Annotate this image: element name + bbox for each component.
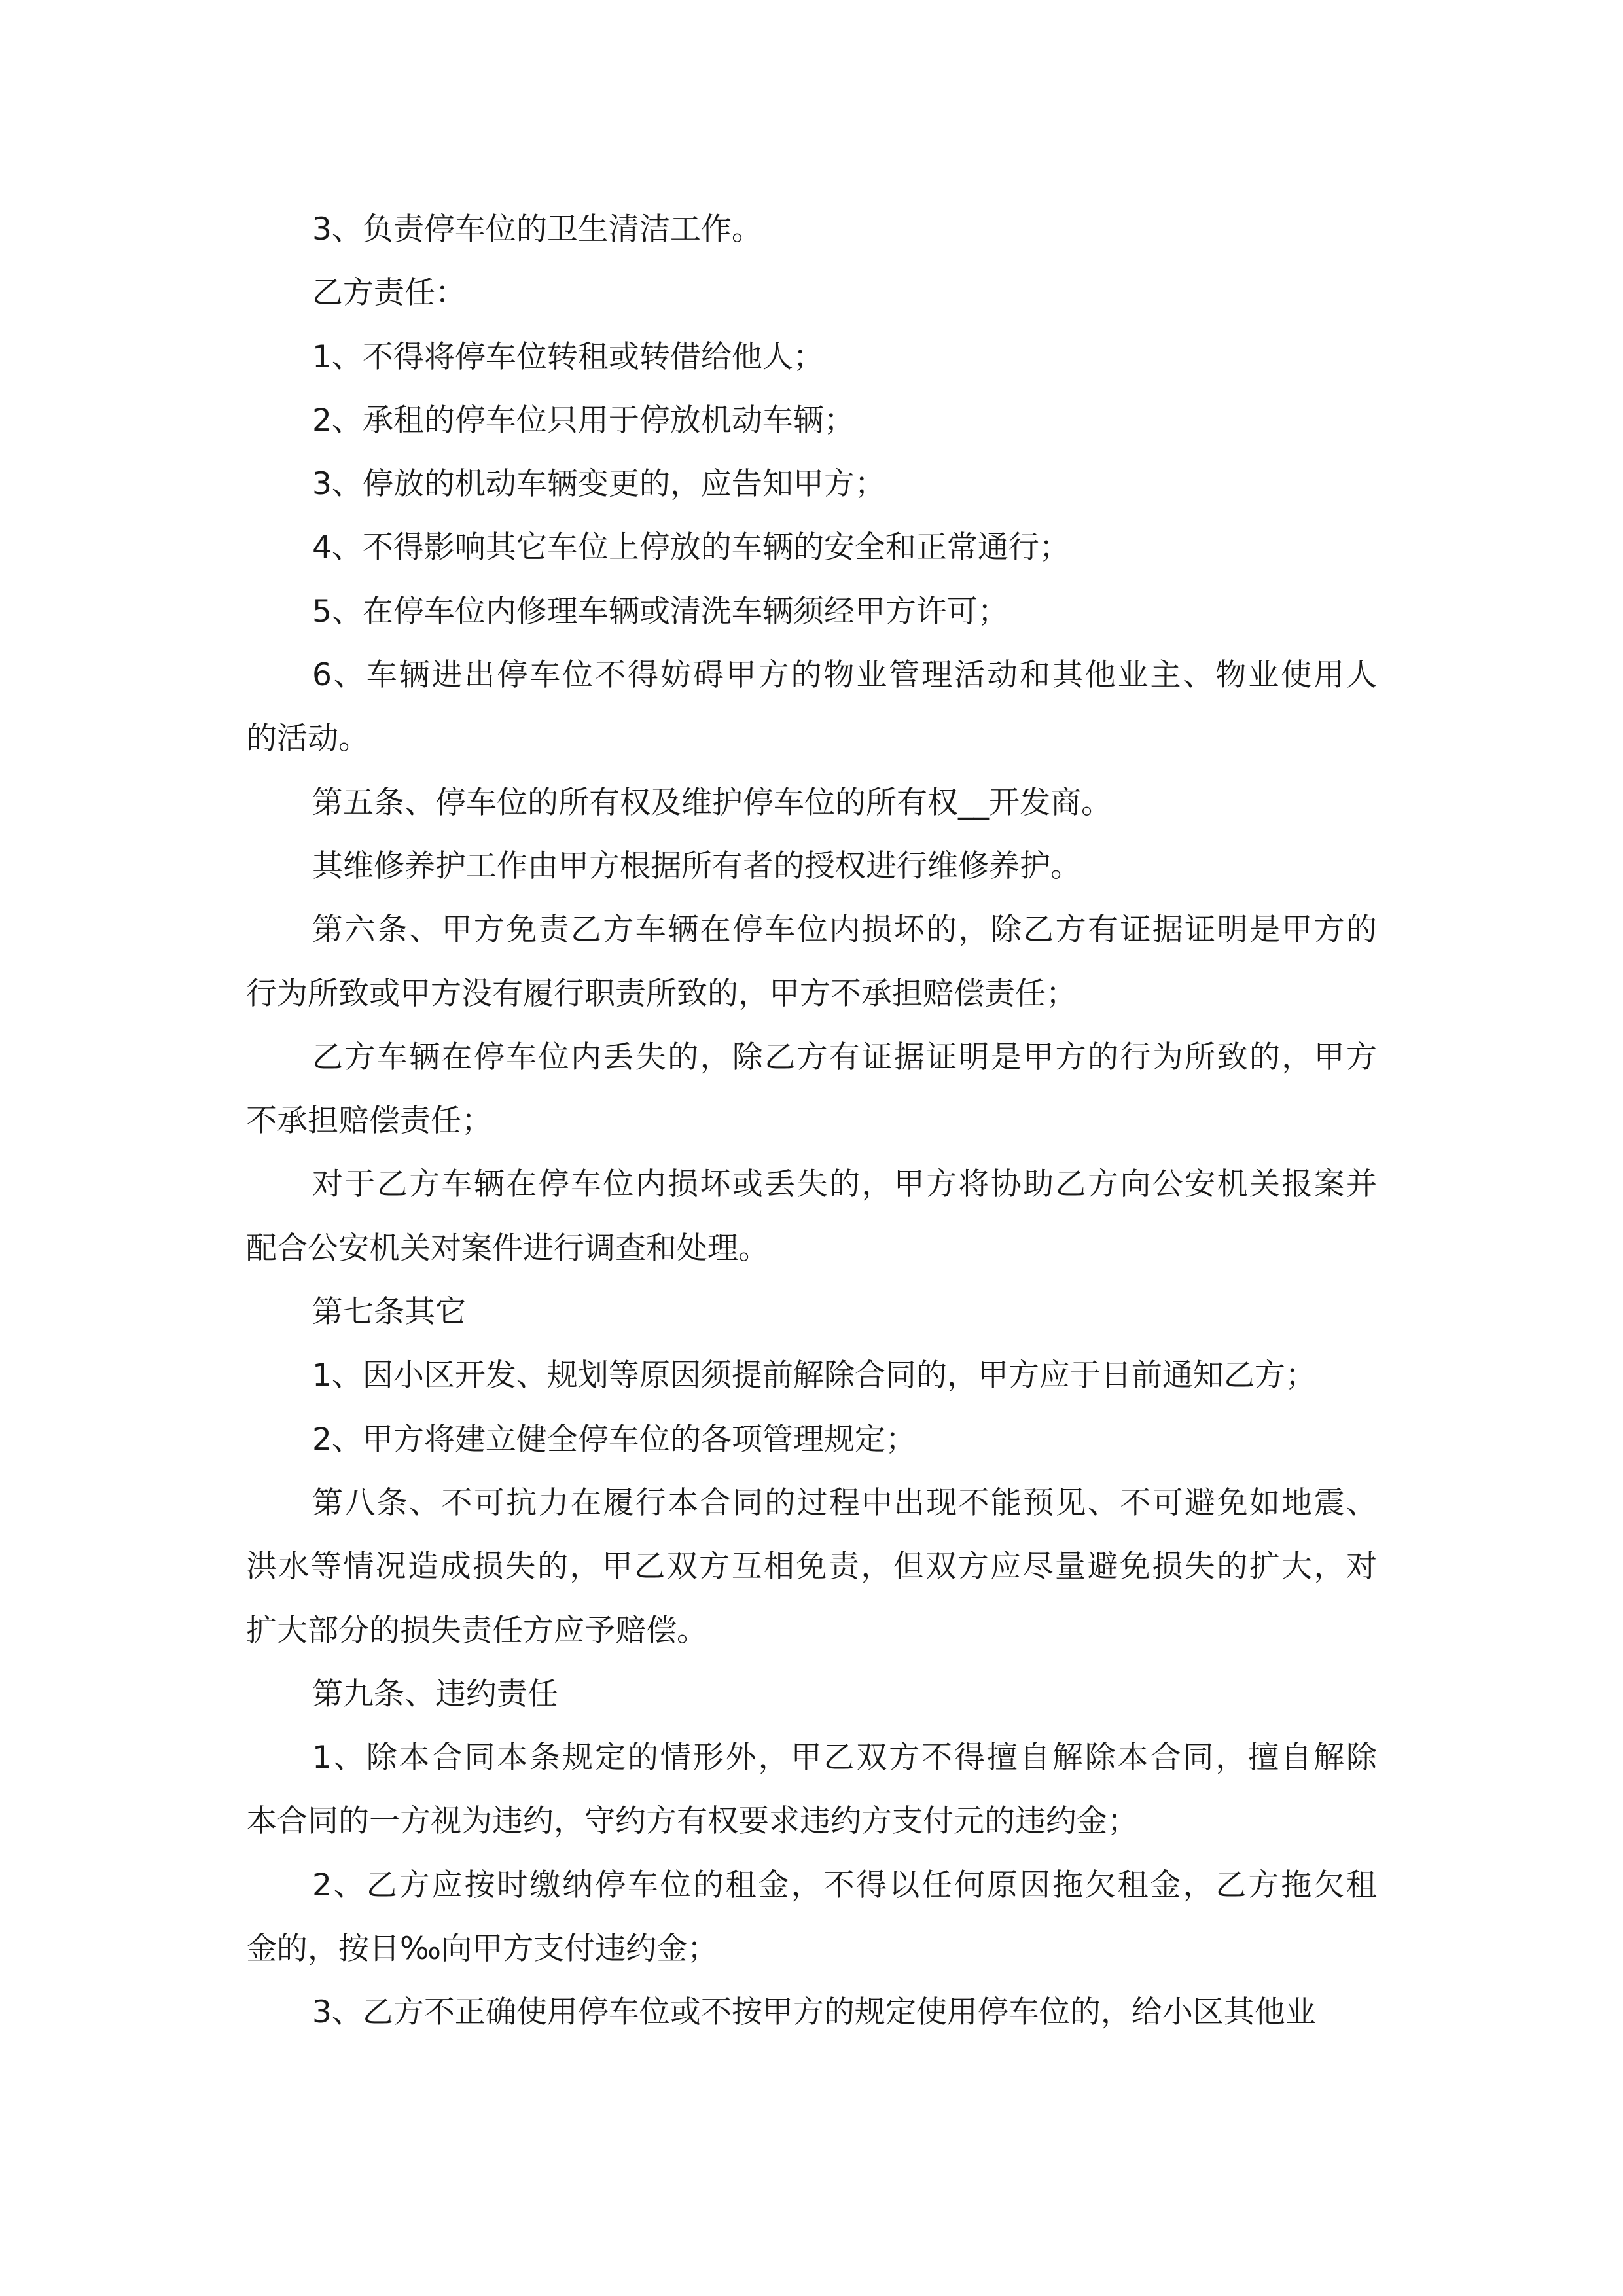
paragraph-line: 乙方车辆在停车位内丢失的，除乙方有证据证明是甲方的行为所致的，甲方 — [312, 1039, 1377, 1075]
paragraph — [246, 452, 1377, 516]
paragraph — [246, 898, 1377, 1026]
paragraph-line: 第七条其它 — [312, 1294, 466, 1331]
paragraph — [246, 1981, 1377, 2044]
paragraph — [246, 1408, 1377, 1471]
paragraph — [246, 1280, 1377, 1344]
paragraph — [246, 1662, 1377, 1726]
paragraph — [246, 1344, 1377, 1407]
paragraph — [246, 261, 1377, 325]
paragraph — [246, 1854, 1377, 1981]
paragraph-line: 第六条、甲方免责乙方车辆在停车位内损坏的，除乙方有证据证明是甲方的 — [312, 912, 1377, 948]
paragraph-line: 对于乙方车辆在停车位内损坏或丢失的，甲方将协助乙方向公安机关报案并 — [312, 1166, 1377, 1203]
paragraph-line: 3、乙方不正确使用停车位或不按甲方的规定使用停车位的，给小区其他业 — [312, 1994, 1316, 2031]
paragraph-line: 的活动。 — [246, 721, 369, 757]
paragraph — [246, 389, 1377, 452]
paragraph-line: 2、乙方应按时缴纳停车位的租金，不得以任何原因拖欠租金，乙方拖欠租 — [312, 1867, 1377, 1903]
contract-body-text — [246, 198, 1377, 2045]
paragraph-line: 6、车辆进出停车位不得妨碍甲方的物业管理活动和其他业主、物业使用人 — [312, 657, 1377, 694]
paragraph-line: 扩大部分的损失责任方应予赔偿。 — [246, 1612, 707, 1649]
paragraph — [246, 580, 1377, 643]
paragraph-line: 乙方责任： — [312, 275, 466, 312]
paragraph — [246, 771, 1377, 834]
paragraph — [246, 325, 1377, 389]
paragraph-line: 5、在停车位内修理车辆或清洗车辆须经甲方许可； — [312, 593, 1008, 630]
paragraph-line: 2、承租的停车位只用于停放机动车辆； — [312, 402, 855, 439]
paragraph — [246, 198, 1377, 261]
paragraph-line: 不承担赔偿责任； — [246, 1103, 492, 1139]
paragraph — [246, 516, 1377, 579]
paragraph-line: 本合同的一方视为违约，守约方有权要求违约方支付元的违约金； — [246, 1803, 1138, 1840]
paragraph-line: 行为所致或甲方没有履行职责所致的，甲方不承担赔偿责任； — [246, 975, 1077, 1012]
paragraph-line: 其维修养护工作由甲方根据所有者的授权进行维修养护。 — [312, 848, 1081, 884]
paragraph-line: 金的，按日‰向甲方支付违约金； — [246, 1931, 719, 1967]
paragraph-line: 3、停放的机动车辆变更的，应告知甲方； — [312, 466, 885, 503]
paragraph — [246, 1153, 1377, 1280]
paragraph-line: 第五条、停车位的所有权及维护停车位的所有权__开发商。 — [312, 784, 1112, 821]
paragraph — [246, 834, 1377, 898]
paragraph-line: 1、不得将停车位转租或转借给他人； — [312, 338, 824, 375]
paragraph — [246, 1726, 1377, 1854]
paragraph-line: 配合公安机关对案件进行调查和处理。 — [246, 1230, 769, 1266]
paragraph-line: 第八条、不可抗力在履行本合同的过程中出现不能预见、不可避免如地震、 — [312, 1484, 1377, 1521]
paragraph-line: 4、不得影响其它车位上停放的车辆的安全和正常通行； — [312, 529, 1070, 566]
paragraph-line: 3、负责停车位的卫生清洁工作。 — [312, 211, 762, 247]
paragraph-line: 第九条、违约责任 — [312, 1676, 558, 1712]
paragraph-line: 1、因小区开发、规划等原因须提前解除合同的，甲方应于日前通知乙方； — [312, 1357, 1316, 1394]
paragraph — [246, 1026, 1377, 1153]
paragraph-line: 洪水等情况造成损失的，甲乙双方互相免责，但双方应尽量避免损失的扩大，对 — [246, 1549, 1377, 1585]
paragraph-line: 2、甲方将建立健全停车位的各项管理规定； — [312, 1421, 916, 1458]
paragraph — [246, 1471, 1377, 1662]
paragraph-line: 1、除本合同本条规定的情形外，甲乙双方不得擅自解除本合同，擅自解除 — [312, 1740, 1377, 1776]
paragraph — [246, 643, 1377, 771]
